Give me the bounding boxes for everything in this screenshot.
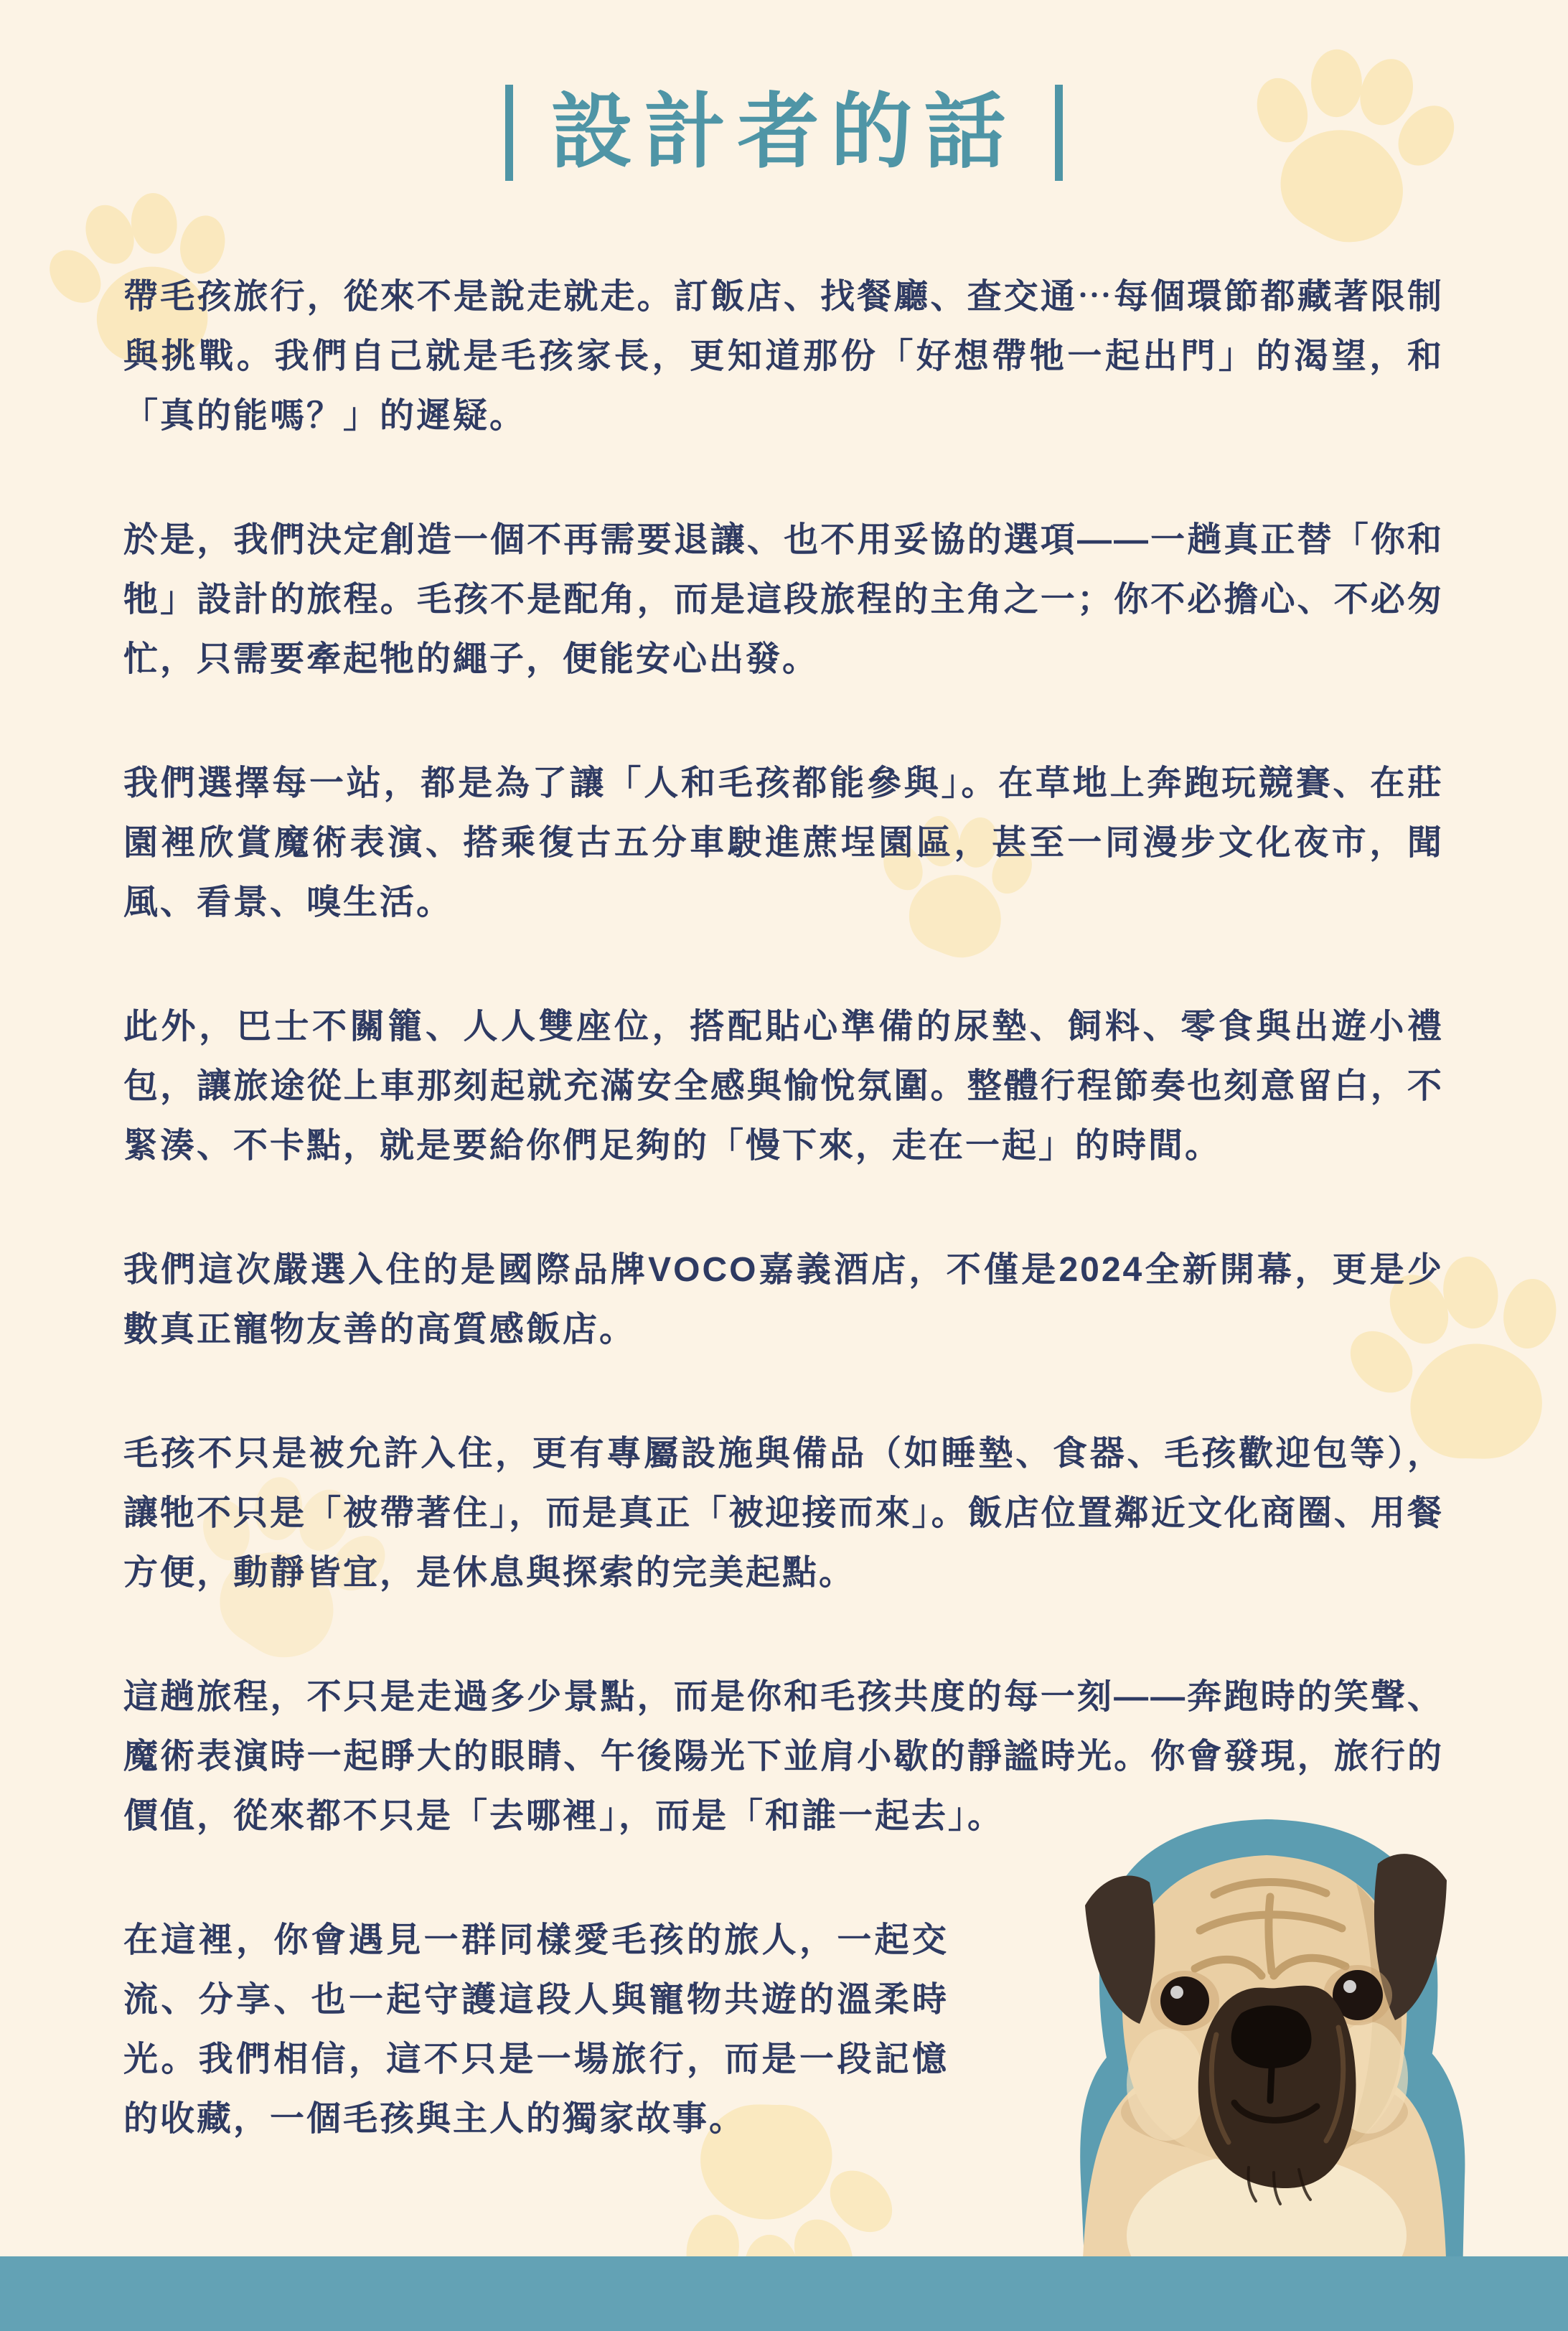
paragraph: 我們這次嚴選入住的是國際品牌VOCO嘉義酒店，不僅是2024全新開幕，更是少數真正寵物友善的高質感飯店。 xyxy=(123,1251,1444,1349)
paragraph: 此外，巴士不關籠、人人雙座位，搭配貼心準備的尿墊、飼料、零食與出遊小禮包，讓旅途從上車那刻起就充滿安全感與愉悅氛圍。整體行程節奏也刻意留白，不緊湊、不卡點，就是要給你們足夠的「慢下來，走在一起」的時間。 xyxy=(123,1008,1444,1165)
pug-dog-photo xyxy=(1019,1776,1564,2258)
title-bar-left xyxy=(505,85,513,181)
footer-bar xyxy=(0,2256,1568,2331)
page-title: 設計者的話 xyxy=(550,87,1018,178)
paragraph: 毛孩不只是被允許入住，更有專屬設施與備品（如睡墊、食器、毛孩歡迎包等），讓牠不只是「被帶著住」，而是真正「被迎接而來」。飯店位置鄰近文化商圈、用餐方便，動靜皆宜，是休息與探索的完美起點。 xyxy=(123,1435,1444,1592)
paragraph: 我們選擇每一站，都是為了讓「人和毛孩都能參與」。在草地上奔跑玩競賽、在莊園裡欣賞魔術表演、搭乘復古五分車駛進蔗埕園區，甚至一同漫步文化夜市，聞風、看景、嗅生活。 xyxy=(123,764,1444,921)
paragraph: 於是，我們決定創造一個不再需要退讓、也不用妥協的選項——一趟真正替「你和牠」設計的旅程。毛孩不是配角，而是這段旅程的主角之一；你不必擔心、不必匆忙，只需要牽起牠的繩子，便能安心出發。 xyxy=(123,521,1444,678)
paragraph: 這趟旅程，不只是走過多少景點，而是你和毛孩共度的每一刻——奔跑時的笑聲、魔術表演時一起睜大的眼睛、午後陽光下並肩小歇的靜謐時光。你會發現，旅行的價值，從來都不只是「去哪裡」，而是「和誰一起去」。 xyxy=(123,1678,1444,1835)
title-bar-right xyxy=(1055,85,1063,181)
page-header xyxy=(0,85,1568,181)
paragraph: 在這裡，你會遇見一群同樣愛毛孩的旅人，一起交流、分享、也一起守護這段人與寵物共遊的溫柔時光。我們相信，這不只是一場旅行，而是一段記憶的收藏，一個毛孩與主人的獨家故事。 xyxy=(123,1921,949,2138)
paragraph: 帶毛孩旅行，從來不是說走就走。訂飯店、找餐廳、查交通⋯每個環節都藏著限制與挑戰。我們自己就是毛孩家長，更知道那份「好想帶牠一起出門」的渴望，和「真的能嗎？」的遲疑。 xyxy=(123,278,1444,435)
